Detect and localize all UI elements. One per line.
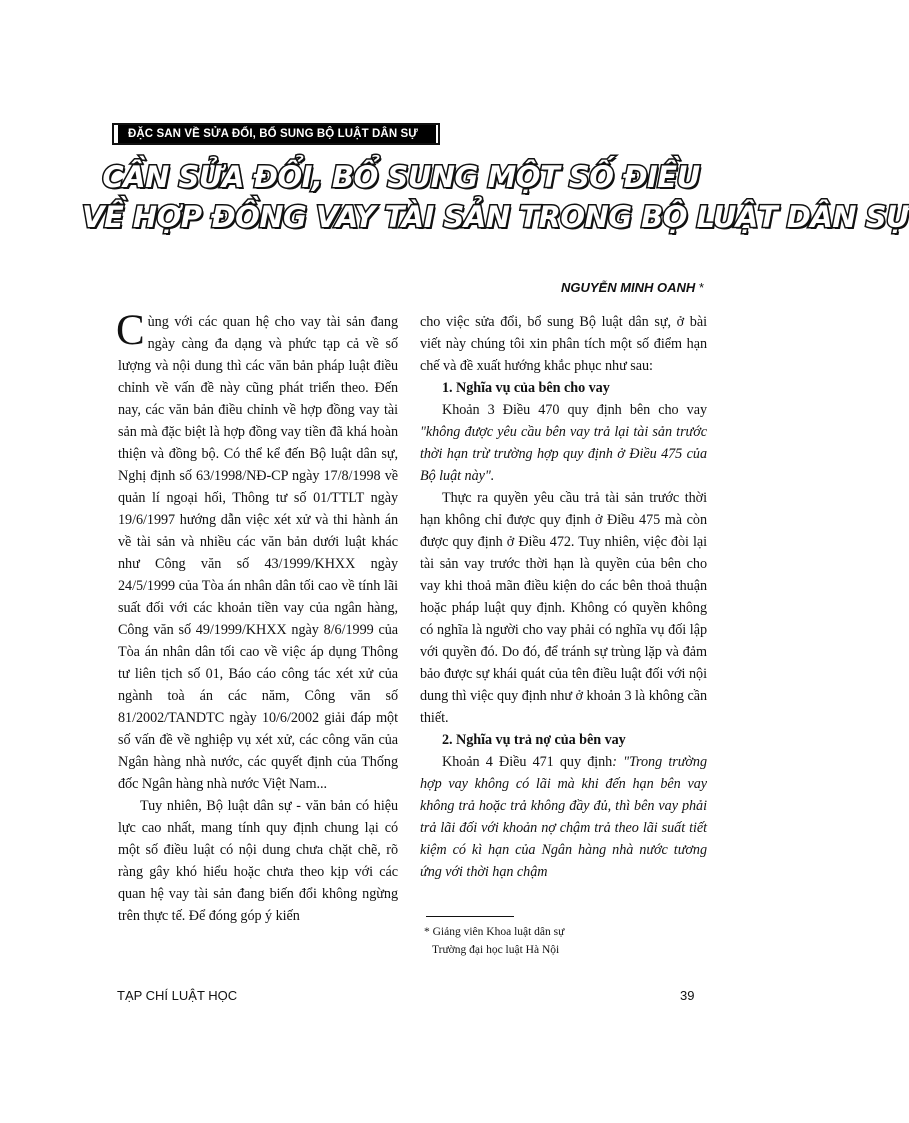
section-heading-1: 1. Nghĩa vụ của bên cho vay <box>442 380 610 396</box>
clause-470-intro: Khoản 3 Điều 470 quy định bên cho vay <box>442 402 707 418</box>
paragraph-clause-470 <box>420 399 707 487</box>
author-byline <box>561 280 704 295</box>
text-column-left <box>116 307 398 927</box>
article-title-line-2: VỀ HỢP ĐỒNG VAY TÀI SẢN TRONG BỘ LUẬT DÂN SỰ <box>82 200 909 234</box>
paragraph-intro <box>116 307 398 795</box>
clause-471-intro: Khoản 4 Điều 471 quy định <box>442 754 613 770</box>
clause-471-quote: : "Trong trường hợp vay không có lãi mà khi đến hạn bên vay không trả hoặc trả không đầy đủ, thì bên vay phải trả lãi đối với khoản nợ chậm trả theo lãi suất tiết kiệm có kì hạn của Ngân hàng nhà nước tương ứng với thời hạn chậm <box>420 754 707 880</box>
paragraph-however-continued: cho việc sửa đổi, bổ sung Bộ luật dân sự, ở bài viết này chúng tôi xin phân tích một số điểm hạn chế và đề xuất hướng khắc phục như sau: <box>420 314 707 374</box>
text-column-right <box>420 311 707 883</box>
paragraph-intro-text: ùng với các quan hệ cho vay tài sản đang ngày càng đa dạng và phức tạp cả về số lượng và nội dung thì các văn bản pháp luật điều chỉnh về vấn đề này cũng phát triển theo. Đến nay, các văn bản điều chỉnh về hợp đồng vay tài sản mà đặc biệt là hợp đồng vay tiền đã khá hoàn thiện và đồng bộ. Có thể kể đến Bộ luật dân sự, Nghị định số 63/1998/NĐ-CP ngày 17/8/1998 về quản lí ngoại hối, Thông tư số 01/TTLT ngày 19/6/1997 hướng dẫn việc xét xử và thi hành án về tài sản và nhiều các văn bản dưới luật khác như Công văn số 43/1999/KHXX ngày 24/5/1999 của Tòa án nhân dân tối cao về tính lãi suất đối với các khoản tiền vay của ngân hàng, Công văn số 49/1999/KHXX ngày 8/6/1999 của Tòa án nhân dân tối cao về việc áp dụng Thông tư liên tịch số 01, Báo cáo công tác xét xử của ngành toà án các năm, Công văn số 81/2002/TANDTC ngày 10/6/2002 giải đáp một số vấn đề về nghiệp vụ xét xử, các công văn của Ngân hàng nhà nước, các quyết định của Thống đốc Ngân hàng nhà nước Việt Nam... <box>118 314 398 792</box>
clause-470-quote: "không được yêu cầu bên vay trả lại tài sản trước thời hạn trừ trường hợp quy định ở Điều 475 của Bộ luật này". <box>420 424 707 484</box>
drop-cap: C <box>116 307 145 354</box>
footnote <box>424 923 564 959</box>
paragraph-clause-471 <box>420 751 707 883</box>
paragraph-however: Tuy nhiên, Bộ luật dân sự - văn bản có hiệu lực cao nhất, mang tính quy định chung lại có một số điều luật có nội dung chưa chặt chẽ, rõ ràng gây khó hiểu hoặc chưa theo kịp với các quan hệ vay tài sản đang biến đổi không ngừng trên thực tế. Để đóng góp ý kiến <box>118 798 398 924</box>
section-banner: ĐẶC SAN VỀ SỬA ĐỔI, BỔ SUNG BỘ LUẬT DÂN SỰ <box>118 125 436 143</box>
paragraph-analysis: Thực ra quyền yêu cầu trả tài sản trước thời hạn không chỉ được quy định ở Điều 475 mà còn được quy định ở Điều 472. Tuy nhiên, việc đòi lại tài sản vay trước thời hạn là quyền của bên cho vay khi thoả mãn điều kiện do các bên thoả thuận hoặc pháp luật quy định. Không có quyền không có nghĩa là người cho vay phải có nghĩa vụ đối lập với quyền đó. Do đó, để tránh sự trùng lặp và đảm bảo được sự khái quát của tên điều luật đối với nội dung thì việc quy định như ở khoản 3 là không cần thiết. <box>420 490 707 726</box>
footnote-rule <box>426 916 514 917</box>
footnote-line-2: Trường đại học luật Hà Nội <box>432 944 560 956</box>
journal-name: TẠP CHÍ LUẬT HỌC <box>117 988 238 1003</box>
article-title-line-1: CẦN SỬA ĐỔI, BỔ SUNG MỘT SỐ ĐIỀU <box>102 160 700 194</box>
footnote-line-1: * Giảng viên Khoa luật dân sự <box>424 926 565 938</box>
section-heading-2: 2. Nghĩa vụ trả nợ của bên vay <box>442 732 626 748</box>
page-number: 39 <box>680 988 695 1003</box>
author-footnote-mark: * <box>698 280 704 295</box>
author-name: NGUYỄN MINH OANH <box>560 280 696 295</box>
